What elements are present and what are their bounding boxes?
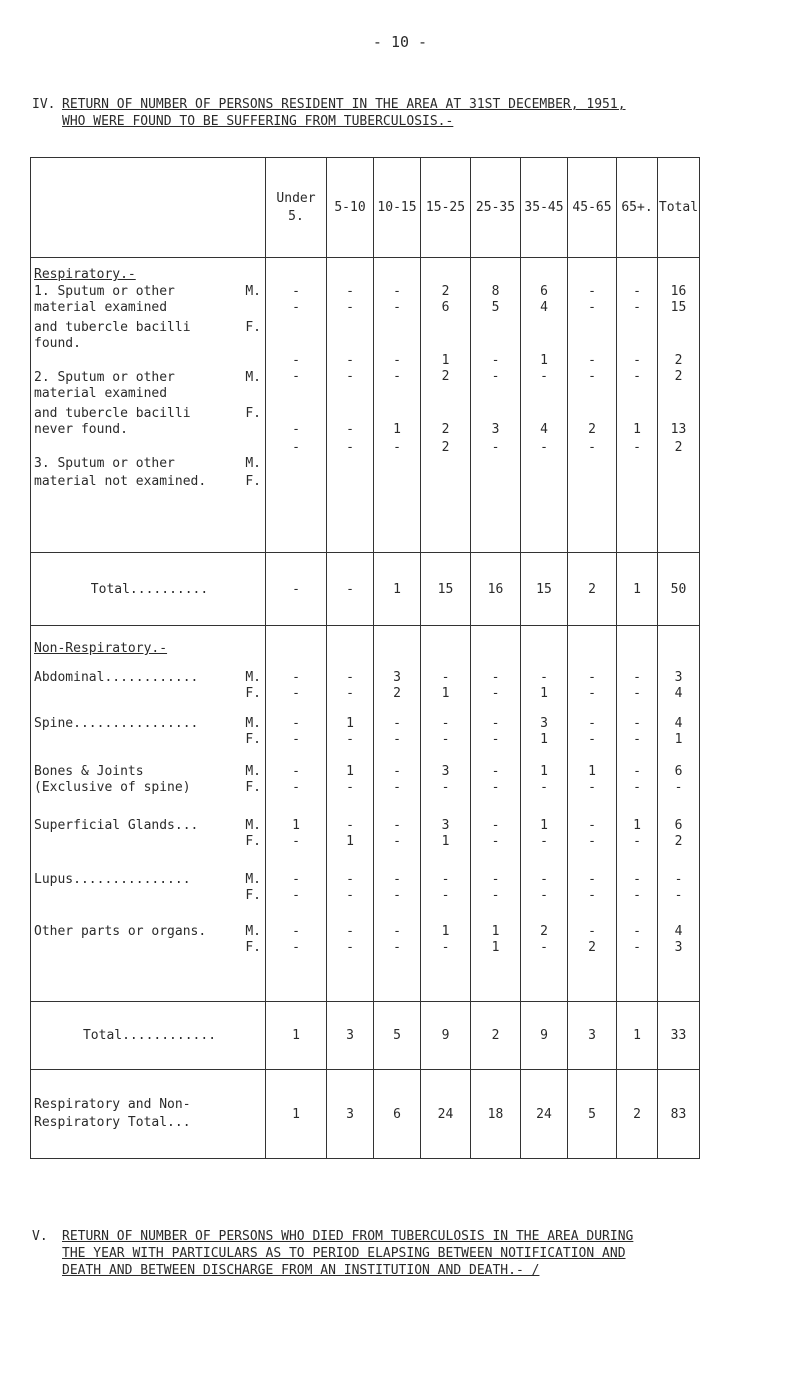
other-label: Other parts or organs. <box>34 924 207 939</box>
cell-r1-f: - <box>393 300 401 315</box>
abdominal-sex-f: F. <box>245 686 261 701</box>
header-65-plus: 65+. <box>617 158 658 258</box>
other-sex-f: F. <box>245 940 261 955</box>
cell-other-f: - <box>540 940 548 955</box>
col-15-25-respiratory <box>421 258 471 553</box>
cell-spine-f: - <box>346 732 354 747</box>
resp-total-cell: 1 <box>617 553 658 626</box>
cell-abd-f: 2 <box>393 686 401 701</box>
cell-abd-f: - <box>346 686 354 701</box>
r3-sex-f: F. <box>245 474 261 489</box>
cell-glands-m: - <box>588 818 596 833</box>
cell-r2-m: - <box>292 353 300 368</box>
col-total-respiratory <box>658 258 700 553</box>
cell-abd-f: - <box>588 686 596 701</box>
section-v-number: V. <box>32 1229 48 1244</box>
grand-total-cell: 18 <box>471 1070 521 1159</box>
cell-r1-m: - <box>633 284 641 299</box>
cell-abd-m: 3 <box>393 670 401 685</box>
col-25-35-non-respiratory <box>471 626 521 1002</box>
cell-abd-m: - <box>346 670 354 685</box>
lupus-sex-f: F. <box>245 888 261 903</box>
cell-abd-m: - <box>292 670 300 685</box>
r2-line4: never found. <box>34 422 128 437</box>
grand-total-label-line2: Respiratory Total... <box>34 1115 191 1130</box>
cell-glands-m: - <box>346 818 354 833</box>
resp-total-cell: 2 <box>568 553 617 626</box>
resp-total-cell: 16 <box>471 553 521 626</box>
cell-other-f: 3 <box>674 940 683 955</box>
cell-bones-f: - <box>491 780 500 795</box>
col-under-5-respiratory <box>266 258 327 553</box>
col-5-10-non-respiratory <box>327 626 374 1002</box>
col-5-10-respiratory <box>327 258 374 553</box>
cell-bones-f: - <box>346 780 354 795</box>
cell-r1-m: 2 <box>441 284 450 299</box>
cell-glands-f: - <box>540 834 548 849</box>
bones-label-line2: (Exclusive of spine) <box>34 780 191 795</box>
col-45-65-non-respiratory <box>568 626 617 1002</box>
cell-spine-m: - <box>588 716 596 731</box>
cell-r2-f: - <box>292 369 300 384</box>
grand-total-cell: 2 <box>617 1070 658 1159</box>
respiratory-total-row <box>31 553 700 626</box>
cell-r3-f: 2 <box>441 440 450 455</box>
cell-r1-f: 15 <box>670 300 687 315</box>
cell-abd-m: - <box>588 670 596 685</box>
glands-sex-m: M. <box>245 818 261 833</box>
r1-line2: material examined <box>34 300 168 315</box>
nonresp-total-cell: 9 <box>421 1002 471 1070</box>
header-35-45: 35-45 <box>521 158 568 258</box>
cell-glands-m: 3 <box>441 818 450 833</box>
cell-r3-m: - <box>346 422 354 437</box>
nonresp-total-cell: 9 <box>521 1002 568 1070</box>
grand-total-cell: 3 <box>327 1070 374 1159</box>
cell-glands-f: 1 <box>346 834 354 849</box>
cell-lupus-m: - <box>674 872 683 887</box>
abdominal-sex-m: M. <box>245 670 261 685</box>
cell-r1-m: 6 <box>540 284 548 299</box>
cell-glands-m: 6 <box>674 818 683 833</box>
nonresp-total-cell: 2 <box>471 1002 521 1070</box>
cell-other-f: - <box>441 940 450 955</box>
col-10-15-non-respiratory <box>374 626 421 1002</box>
cell-other-m: - <box>633 924 641 939</box>
bones-sex-f: F. <box>245 780 261 795</box>
cell-bones-f: - <box>674 780 683 795</box>
cell-other-m: 2 <box>540 924 548 939</box>
resp-total-cell: 50 <box>658 553 700 626</box>
cell-r3-f: 2 <box>674 440 683 455</box>
cell-lupus-f: - <box>588 888 596 903</box>
nonresp-total-cell: 1 <box>266 1002 327 1070</box>
abdominal-label: Abdominal............ <box>34 670 199 685</box>
respiratory-labels <box>31 258 266 553</box>
cell-r2-m: 1 <box>441 353 450 368</box>
cell-bones-m: 1 <box>588 764 596 779</box>
cell-lupus-m: - <box>588 872 596 887</box>
header-10-15: 10-15 <box>374 158 421 258</box>
cell-r1-f: - <box>292 300 300 315</box>
cell-bones-m: - <box>633 764 641 779</box>
non-respiratory-total-row <box>31 1002 700 1070</box>
cell-glands-f: 2 <box>674 834 683 849</box>
section-v-title-line3: DEATH AND BETWEEN DISCHARGE FROM AN INSTITUTION AND DEATH.- / <box>62 1263 540 1278</box>
cell-other-m: 1 <box>441 924 450 939</box>
col-35-45-non-respiratory <box>521 626 568 1002</box>
grand-total-cell: 24 <box>421 1070 471 1159</box>
r1-line3: and tubercle bacilli <box>34 320 191 335</box>
cell-r3-f: - <box>491 440 500 455</box>
cell-r1-f: 5 <box>491 300 500 315</box>
cell-bones-f: - <box>633 780 641 795</box>
r2-line3: and tubercle bacilli <box>34 406 191 421</box>
r1-sex-m: M. <box>245 284 261 299</box>
cell-r2-f: - <box>346 369 354 384</box>
cell-glands-m: 1 <box>633 818 641 833</box>
cell-lupus-f: - <box>393 888 401 903</box>
cell-glands-m: - <box>393 818 401 833</box>
section-iv-title-line1: RETURN OF NUMBER OF PERSONS RESIDENT IN THE AREA AT 31ST DECEMBER, 1951, <box>62 97 626 112</box>
cell-glands-f: - <box>633 834 641 849</box>
cell-r3-m: 1 <box>633 422 641 437</box>
cell-abd-f: - <box>633 686 641 701</box>
cell-bones-m: 1 <box>540 764 548 779</box>
grand-total-cell: 5 <box>568 1070 617 1159</box>
cell-other-m: 4 <box>674 924 683 939</box>
cell-other-f: - <box>393 940 401 955</box>
cell-r1-f: - <box>588 300 596 315</box>
col-65-plus-non-respiratory <box>617 626 658 1002</box>
col-15-25-non-respiratory <box>421 626 471 1002</box>
cell-lupus-m: - <box>491 872 500 887</box>
cell-abd-f: 1 <box>540 686 548 701</box>
header-label <box>31 158 266 258</box>
bones-sex-m: M. <box>245 764 261 779</box>
cell-other-m: - <box>292 924 300 939</box>
col-10-15-respiratory <box>374 258 421 553</box>
cell-other-f: 2 <box>588 940 596 955</box>
resp-total-cell: - <box>266 553 327 626</box>
page-number: - 10 - <box>372 33 428 51</box>
spine-sex-m: M. <box>245 716 261 731</box>
section-v-heading <box>32 1228 772 1279</box>
spine-sex-f: F. <box>245 732 261 747</box>
header-25-35: 25-35 <box>471 158 521 258</box>
cell-r3-m: 2 <box>441 422 450 437</box>
cell-other-f: - <box>633 940 641 955</box>
cell-lupus-f: - <box>292 888 300 903</box>
r3-line2: material not examined. <box>34 474 207 489</box>
grand-total-cell: 24 <box>521 1070 568 1159</box>
cell-r2-m: - <box>588 353 596 368</box>
grand-total-row <box>31 1070 700 1159</box>
section-v-title-line1: RETURN OF NUMBER OF PERSONS WHO DIED FROM TUBERCULOSIS IN THE AREA DURING <box>62 1229 634 1244</box>
cell-glands-m: 1 <box>292 818 300 833</box>
respiratory-total-label: Total.......... <box>31 553 266 626</box>
cell-r1-f: 4 <box>540 300 548 315</box>
cell-spine-m: - <box>441 716 450 731</box>
non-respiratory-total-label: Total............ <box>31 1002 266 1070</box>
cell-glands-f: - <box>292 834 300 849</box>
cell-lupus-m: - <box>292 872 300 887</box>
cell-lupus-m: - <box>393 872 401 887</box>
cell-r2-m: 2 <box>674 353 683 368</box>
cell-glands-m: - <box>491 818 500 833</box>
cell-r1-m: 16 <box>670 284 687 299</box>
cell-spine-f: - <box>393 732 401 747</box>
cell-abd-m: - <box>633 670 641 685</box>
nonresp-total-cell: 3 <box>568 1002 617 1070</box>
cell-other-m: - <box>393 924 401 939</box>
r1-sex-f: F. <box>245 320 261 335</box>
tuberculosis-table <box>30 157 700 1159</box>
cell-r3-f: - <box>346 440 354 455</box>
cell-bones-f: - <box>441 780 450 795</box>
cell-spine-f: 1 <box>540 732 548 747</box>
cell-abd-m: - <box>441 670 450 685</box>
cell-r3-f: - <box>540 440 548 455</box>
respiratory-heading: Respiratory.- <box>34 267 136 282</box>
cell-bones-m: 1 <box>346 764 354 779</box>
header-total: Total <box>658 158 700 258</box>
cell-spine-f: - <box>491 732 500 747</box>
cell-r2-m: - <box>491 353 500 368</box>
cell-lupus-f: - <box>491 888 500 903</box>
cell-other-f: - <box>346 940 354 955</box>
cell-spine-f: 1 <box>674 732 683 747</box>
resp-total-cell: 15 <box>521 553 568 626</box>
cell-r3-m: 3 <box>491 422 500 437</box>
cell-r2-f: - <box>393 369 401 384</box>
glands-sex-f: F. <box>245 834 261 849</box>
cell-glands-f: 1 <box>441 834 450 849</box>
nonresp-total-cell: 1 <box>617 1002 658 1070</box>
resp-total-cell: 15 <box>421 553 471 626</box>
nonresp-total-cell: 3 <box>327 1002 374 1070</box>
cell-spine-m: - <box>393 716 401 731</box>
cell-spine-m: 1 <box>346 716 354 731</box>
cell-lupus-f: - <box>540 888 548 903</box>
col-25-35-respiratory <box>471 258 521 553</box>
col-under-5-non-respiratory <box>266 626 327 1002</box>
lupus-label: Lupus............... <box>34 872 191 887</box>
bones-label-line1: Bones & Joints <box>34 764 144 779</box>
non-respiratory-section <box>31 626 700 1002</box>
glands-label: Superficial Glands... <box>34 818 199 833</box>
cell-glands-m: 1 <box>540 818 548 833</box>
cell-spine-m: 3 <box>540 716 548 731</box>
col-45-65-respiratory <box>568 258 617 553</box>
col-total-non-respiratory <box>658 626 700 1002</box>
cell-r2-f: - <box>540 369 548 384</box>
r2-sex-f: F. <box>245 406 261 421</box>
other-sex-m: M. <box>245 924 261 939</box>
r1-line4: found. <box>34 336 81 351</box>
r3-line1: 3. Sputum or other <box>34 456 175 471</box>
cell-lupus-f: - <box>674 888 683 903</box>
cell-bones-m: - <box>491 764 500 779</box>
cell-r3-f: - <box>588 440 596 455</box>
cell-spine-m: - <box>633 716 641 731</box>
cell-abd-m: 3 <box>674 670 683 685</box>
section-iv-heading <box>32 96 772 130</box>
cell-r1-f: 6 <box>441 300 450 315</box>
cell-abd-f: - <box>292 686 300 701</box>
col-35-45-respiratory <box>521 258 568 553</box>
nonresp-total-cell: 5 <box>374 1002 421 1070</box>
nonresp-total-cell: 33 <box>658 1002 700 1070</box>
cell-spine-f: - <box>441 732 450 747</box>
cell-bones-f: - <box>393 780 401 795</box>
cell-r2-m: - <box>393 353 401 368</box>
r3-sex-m: M. <box>245 456 261 471</box>
cell-other-m: 1 <box>491 924 500 939</box>
resp-total-cell: - <box>327 553 374 626</box>
cell-r2-f: 2 <box>674 369 683 384</box>
cell-glands-f: - <box>393 834 401 849</box>
cell-r3-f: - <box>292 440 300 455</box>
cell-bones-m: - <box>393 764 401 779</box>
header-row <box>31 158 700 258</box>
cell-bones-f: - <box>588 780 596 795</box>
cell-r1-m: - <box>588 284 596 299</box>
section-iv-title-line2: WHO WERE FOUND TO BE SUFFERING FROM TUBERCULOSIS.- <box>62 114 454 129</box>
cell-other-m: - <box>346 924 354 939</box>
cell-bones-m: - <box>292 764 300 779</box>
spine-label: Spine................ <box>34 716 199 731</box>
lupus-sex-m: M. <box>245 872 261 887</box>
cell-r3-m: - <box>292 422 300 437</box>
header-under-5: Under 5. <box>266 158 327 258</box>
cell-r3-f: - <box>393 440 401 455</box>
respiratory-section <box>31 258 700 553</box>
cell-r1-m: 8 <box>491 284 500 299</box>
cell-spine-f: - <box>588 732 596 747</box>
section-v-title-line2: THE YEAR WITH PARTICULARS AS TO PERIOD ELAPSING BETWEEN NOTIFICATION AND <box>62 1246 626 1261</box>
cell-lupus-f: - <box>633 888 641 903</box>
cell-other-f: - <box>292 940 300 955</box>
header-45-65: 45-65 <box>568 158 617 258</box>
cell-r3-m: 13 <box>670 422 687 437</box>
resp-total-cell: 1 <box>374 553 421 626</box>
cell-bones-f: - <box>540 780 548 795</box>
cell-r3-m: 2 <box>588 422 596 437</box>
cell-r2-f: 2 <box>441 369 450 384</box>
cell-r1-m: - <box>292 284 300 299</box>
r2-line1: 2. Sputum or other <box>34 370 175 385</box>
cell-r2-f: - <box>588 369 596 384</box>
r2-sex-m: M. <box>245 370 261 385</box>
cell-bones-f: - <box>292 780 300 795</box>
cell-r1-m: - <box>346 284 354 299</box>
cell-r3-m: 4 <box>540 422 548 437</box>
cell-r3-f: - <box>633 440 641 455</box>
cell-spine-m: - <box>292 716 300 731</box>
non-respiratory-labels <box>31 626 266 1002</box>
cell-spine-m: 4 <box>674 716 683 731</box>
section-iv-number: IV. <box>32 97 56 112</box>
cell-r1-f: - <box>633 300 641 315</box>
col-65-plus-respiratory <box>617 258 658 553</box>
cell-bones-m: 6 <box>674 764 683 779</box>
cell-spine-f: - <box>292 732 300 747</box>
cell-r2-m: - <box>346 353 354 368</box>
cell-r2-m: - <box>633 353 641 368</box>
cell-other-f: 1 <box>491 940 500 955</box>
cell-bones-m: 3 <box>441 764 450 779</box>
cell-glands-f: - <box>491 834 500 849</box>
cell-spine-m: - <box>491 716 500 731</box>
cell-lupus-m: - <box>441 872 450 887</box>
cell-abd-f: 1 <box>441 686 450 701</box>
grand-total-cell: 83 <box>658 1070 700 1159</box>
cell-r3-m: 1 <box>393 422 401 437</box>
r2-line2: material examined <box>34 386 168 401</box>
header-5-10: 5-10 <box>327 158 374 258</box>
grand-total-cell: 1 <box>266 1070 327 1159</box>
cell-lupus-m: - <box>540 872 548 887</box>
non-respiratory-heading: Non-Respiratory.- <box>34 641 168 656</box>
cell-lupus-f: - <box>441 888 450 903</box>
cell-other-m: - <box>588 924 596 939</box>
cell-r1-m: - <box>393 284 401 299</box>
cell-spine-f: - <box>633 732 641 747</box>
cell-r2-m: 1 <box>540 353 548 368</box>
cell-lupus-f: - <box>346 888 354 903</box>
cell-lupus-m: - <box>346 872 354 887</box>
cell-abd-f: - <box>491 686 500 701</box>
cell-abd-f: 4 <box>674 686 683 701</box>
cell-lupus-m: - <box>633 872 641 887</box>
grand-total-label-line1: Respiratory and Non- <box>34 1097 191 1112</box>
grand-total-cell: 6 <box>374 1070 421 1159</box>
cell-abd-m: - <box>540 670 548 685</box>
cell-r2-f: - <box>633 369 641 384</box>
cell-glands-f: - <box>588 834 596 849</box>
grand-total-label <box>31 1070 266 1159</box>
r1-line1: 1. Sputum or other <box>34 284 175 299</box>
cell-r1-f: - <box>346 300 354 315</box>
cell-r2-f: - <box>491 369 500 384</box>
header-15-25: 15-25 <box>421 158 471 258</box>
cell-abd-m: - <box>491 670 500 685</box>
